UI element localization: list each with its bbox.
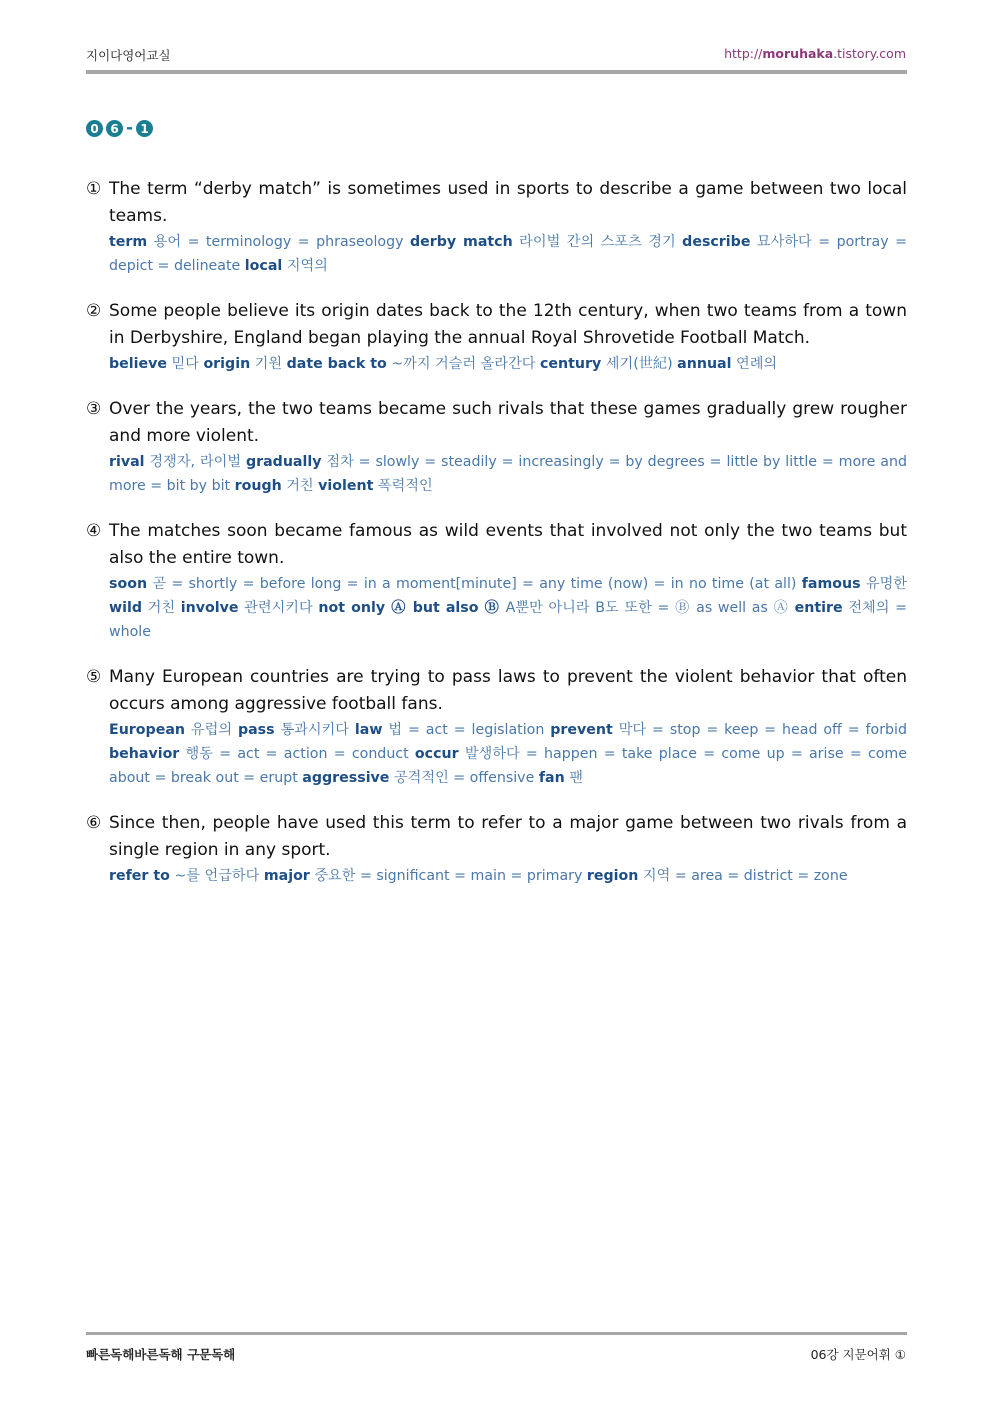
vocab-gloss: 발생하다 = happen = take place = come up = arise = come about = break out = erupt (109, 746, 907, 786)
vocab-gloss: 지역 = area = district = zone (638, 868, 848, 884)
vocabulary-notes (109, 352, 907, 376)
vocabulary-notes (109, 230, 907, 278)
section-digit-3: 1 (136, 120, 153, 137)
sentence-body (109, 810, 907, 888)
vocab-gloss: 세기(世紀) (601, 356, 678, 372)
vocab-term: European (109, 722, 185, 738)
sentence-body (109, 298, 907, 376)
vocab-gloss: 중요한 = significant = main = primary (309, 868, 587, 884)
url-suffix: .tistory.com (833, 46, 906, 61)
footer-title: 빠른독해바른독해 구문독해 (86, 1347, 236, 1362)
vocab-term: gradually (245, 454, 322, 470)
vocab-gloss: 유럽의 (185, 722, 238, 738)
vocab-term: pass (237, 722, 275, 738)
sentence-item (86, 396, 907, 498)
vocab-term: not only Ⓐ but also Ⓑ (318, 600, 500, 616)
english-sentence: Over the years, the two teams became such rivals that these games gradually grew rougher and more violent. (109, 399, 907, 446)
sentence-list (86, 176, 907, 908)
sentence-body (109, 664, 907, 790)
vocab-gloss: 법 = act = legislation (382, 722, 551, 738)
vocab-term: occur (414, 746, 459, 762)
section-digit-1: 0 (86, 120, 103, 137)
vocab-gloss: 팬 (564, 770, 583, 786)
vocab-gloss: 공격적인 = offensive (389, 770, 539, 786)
vocab-term: region (586, 868, 639, 884)
vocab-term: annual (677, 356, 732, 372)
vocab-gloss: ~를 언급하다 (169, 868, 264, 884)
vocab-term: involve (180, 600, 239, 616)
vocab-term: soon (109, 576, 148, 592)
sentence-item (86, 518, 907, 644)
vocab-term: rough (234, 478, 282, 494)
vocab-term: violent (318, 478, 374, 494)
vocab-term: fan (538, 770, 565, 786)
vocab-gloss: 경쟁자, 라이벌 (144, 454, 246, 470)
vocab-gloss: 막다 = stop = keep = head off = forbid (612, 722, 907, 738)
vocab-term: refer to (109, 868, 170, 884)
vocab-gloss: 믿다 (167, 356, 204, 372)
vocab-term: entire (794, 600, 843, 616)
vocab-gloss: 라이벌 간의 스포츠 경기 (512, 234, 683, 250)
vocabulary-notes (109, 572, 907, 644)
sentence-item (86, 810, 907, 888)
vocabulary-notes (109, 718, 907, 790)
english-sentence: The term “derby match” is sometimes used in sports to describe a game between two local teams. (109, 179, 907, 226)
sentence-item (86, 298, 907, 376)
section-separator: - (126, 118, 134, 138)
vocab-gloss: 지역의 (282, 258, 328, 274)
footer-page-label: 06강 지문어휘 ① (810, 1347, 906, 1362)
vocab-term: law (354, 722, 383, 738)
vocabulary-notes (109, 864, 907, 888)
english-sentence: Since then, people have used this term to refer to a major game between two rivals from a single region in any sport. (109, 813, 907, 860)
vocab-term: prevent (550, 722, 613, 738)
vocab-term: term (109, 234, 148, 250)
header-url[interactable] (724, 46, 906, 61)
vocab-term: century (540, 356, 602, 372)
sentence-number: ⑤ (86, 667, 102, 687)
sentence-number: ④ (86, 521, 102, 541)
vocab-gloss: 유명한 (860, 576, 907, 592)
sentence-body (109, 518, 907, 644)
section-digit-2: 6 (106, 120, 123, 137)
vocab-gloss: 관련시키다 (238, 600, 319, 616)
vocab-gloss: 용어 = terminology = phraseology (147, 234, 410, 250)
url-bold: moruhaka (762, 46, 834, 61)
vocab-term: describe (682, 234, 751, 250)
vocab-term: famous (801, 576, 861, 592)
vocab-gloss: 곧 = shortly = before long = in a moment[minute] = any time (now) = in no time (at all) (147, 576, 802, 592)
header-title: 지이다영어교실 (86, 48, 171, 63)
section-code (86, 120, 153, 137)
sentence-number: ⑥ (86, 813, 102, 833)
vocab-term: local (244, 258, 283, 274)
vocab-term: major (263, 868, 310, 884)
sentence-number: ③ (86, 399, 102, 419)
vocab-gloss: 행동 = act = action = conduct (179, 746, 415, 762)
vocab-term: origin (203, 356, 251, 372)
header-rule (86, 70, 907, 74)
url-prefix: http:// (724, 46, 763, 61)
vocab-gloss: 기원 (250, 356, 287, 372)
vocab-term: date back to (286, 356, 387, 372)
vocab-gloss: 폭력적인 (373, 478, 433, 494)
vocab-gloss: 거친 (281, 478, 319, 494)
vocab-gloss: A뿐만 아니라 B도 또한 = Ⓑ as well as Ⓐ (499, 600, 795, 616)
vocab-gloss: 연례의 (731, 356, 778, 372)
vocab-gloss: 거친 (142, 600, 181, 616)
vocab-term: rival (109, 454, 145, 470)
vocabulary-notes (109, 450, 907, 498)
vocab-gloss: 묘사하다 = portray = depict = delineate (109, 234, 907, 274)
sentence-number: ① (86, 179, 102, 199)
sentence-body (109, 176, 907, 278)
vocab-gloss: ~까지 거슬러 올라간다 (386, 356, 541, 372)
vocab-term: wild (109, 600, 142, 616)
sentence-item (86, 664, 907, 790)
footer-rule (86, 1332, 907, 1335)
sentence-number: ② (86, 301, 102, 321)
english-sentence: Some people believe its origin dates back to the 12th century, when two teams from a town in Derbyshire, England began playing the annual Royal Shrovetide Football Match. (109, 301, 907, 348)
sentence-item (86, 176, 907, 278)
english-sentence: The matches soon became famous as wild events that involved not only the two teams but also the entire town. (109, 521, 907, 568)
vocab-term: derby match (409, 234, 513, 250)
vocab-gloss: 전체의 = whole (109, 600, 908, 640)
vocab-gloss: 점차 = slowly = steadily = increasingly = by degrees = little by little = more and more = bit by bit (109, 454, 907, 494)
sentence-body (109, 396, 907, 498)
vocab-term: behavior (109, 746, 180, 762)
vocab-gloss: 통과시키다 (274, 722, 355, 738)
vocab-term: believe (109, 356, 167, 372)
vocab-term: aggressive (302, 770, 390, 786)
english-sentence: Many European countries are trying to pass laws to prevent the violent behavior that often occurs among aggressive football fans. (109, 667, 907, 714)
